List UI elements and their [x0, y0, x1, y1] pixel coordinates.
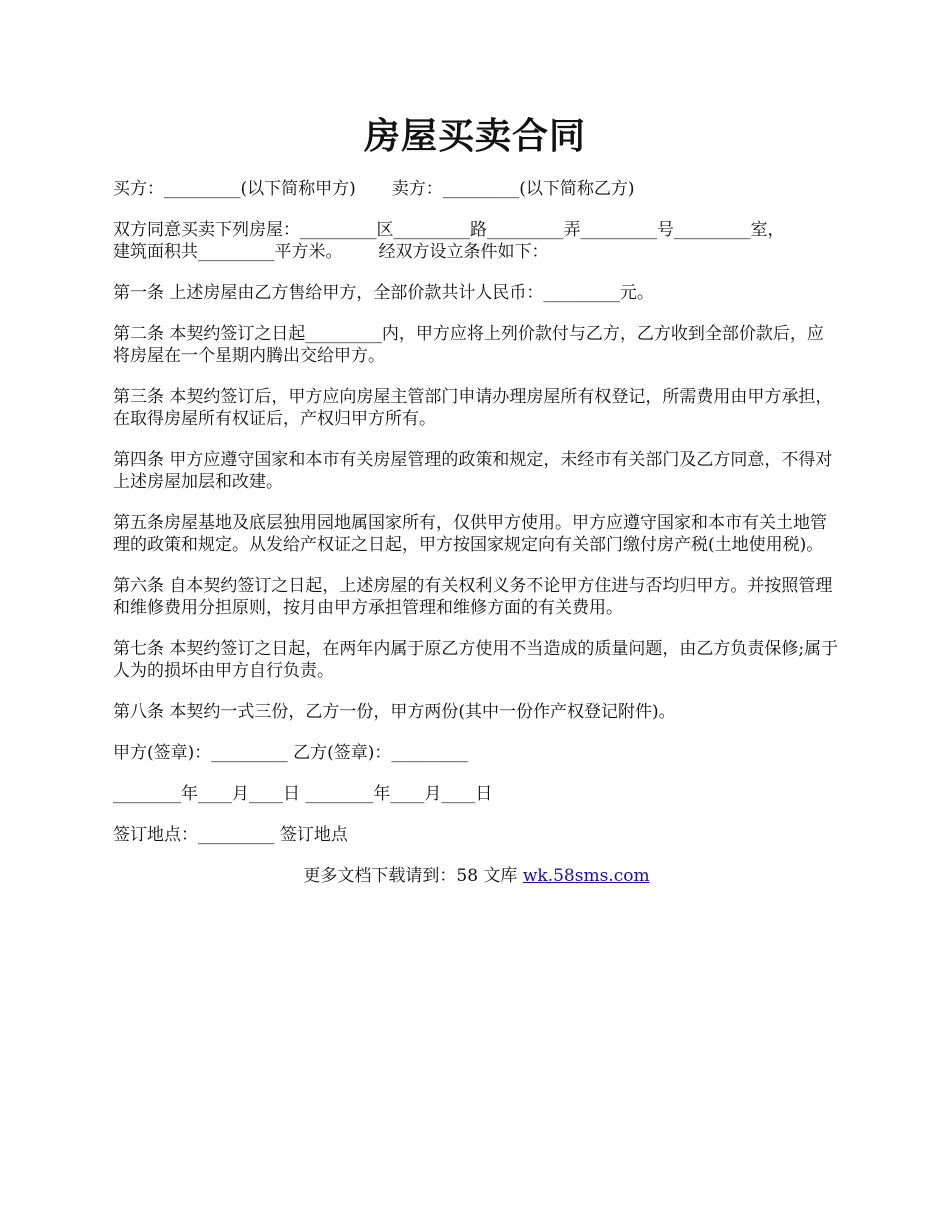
- place-line: 签订地点：_________ 签订地点: [113, 825, 348, 845]
- date-line: ________年____月____日 ________年____月____日: [113, 784, 493, 804]
- document-title: 房屋买卖合同: [363, 115, 586, 157]
- document-body: [113, 178, 840, 887]
- intro-line-2a: 建筑面积共_________平方米。: [113, 242, 343, 262]
- intro-line-1: 双方同意买卖下列房屋：_________区_________路_________弄_________号_________室，: [113, 220, 785, 240]
- article-7: 第七条 本契约签订之日起，在两年内属于原乙方使用不当造成的质量问题，由乙方负责保修;属于人为的损坏由甲方自行负责。: [113, 639, 839, 681]
- article-8: 第八条 本契约一式三份，乙方一份，甲方两份(其中一份作产权登记附件)。: [113, 702, 676, 722]
- buyer-text: 买方：_________(以下简称甲方): [113, 179, 356, 199]
- article-5: 第五条房屋基地及底层独用园地属国家所有，仅供甲方使用。甲方应遵守国家和本市有关土地管理的政策和规定。从发给产权证之日起，甲方按国家规定向有关部门缴付房产税(土地使用税)。: [113, 513, 827, 555]
- article-2: 第二条 本契约签订之日起_________内，甲方应将上列价款付与乙方，乙方收到全部价款后，应将房屋在一个星期内腾出交给甲方。: [113, 324, 824, 366]
- article-3: 第三条 本契约签订后，甲方应向房屋主管部门申请办理房屋所有权登记，所需费用由甲方承担，在取得房屋所有权证后，产权归甲方所有。: [113, 387, 833, 429]
- intro-paragraph: [113, 219, 840, 263]
- footer-link[interactable]: wk.58sms.com: [522, 866, 650, 886]
- signature-line: 甲方(签章)：_________ 乙方(签章)：_________: [113, 743, 468, 763]
- footer-prefix: 更多文档下载请到：58 文库: [303, 866, 523, 886]
- article-4: 第四条 甲方应遵守国家和本市有关房屋管理的政策和规定，未经市有关部门及乙方同意，不得对上述房屋加层和改建。: [113, 450, 833, 492]
- article-1: 第一条 上述房屋由乙方售给甲方，全部价款共计人民币：_________元。: [113, 283, 654, 303]
- seller-text: 卖方：_________(以下简称乙方): [391, 179, 635, 199]
- intro-line-2b: 经双方设立条件如下：: [378, 242, 549, 262]
- article-6: 第六条 自本契约签订之日起，上述房屋的有关权利义务不论甲方住进与否均归甲方。并按照管理和维修费用分担原则，按月由甲方承担管理和维修方面的有关费用。: [113, 576, 833, 618]
- parties-line: [113, 178, 840, 200]
- footer-note: [113, 865, 840, 887]
